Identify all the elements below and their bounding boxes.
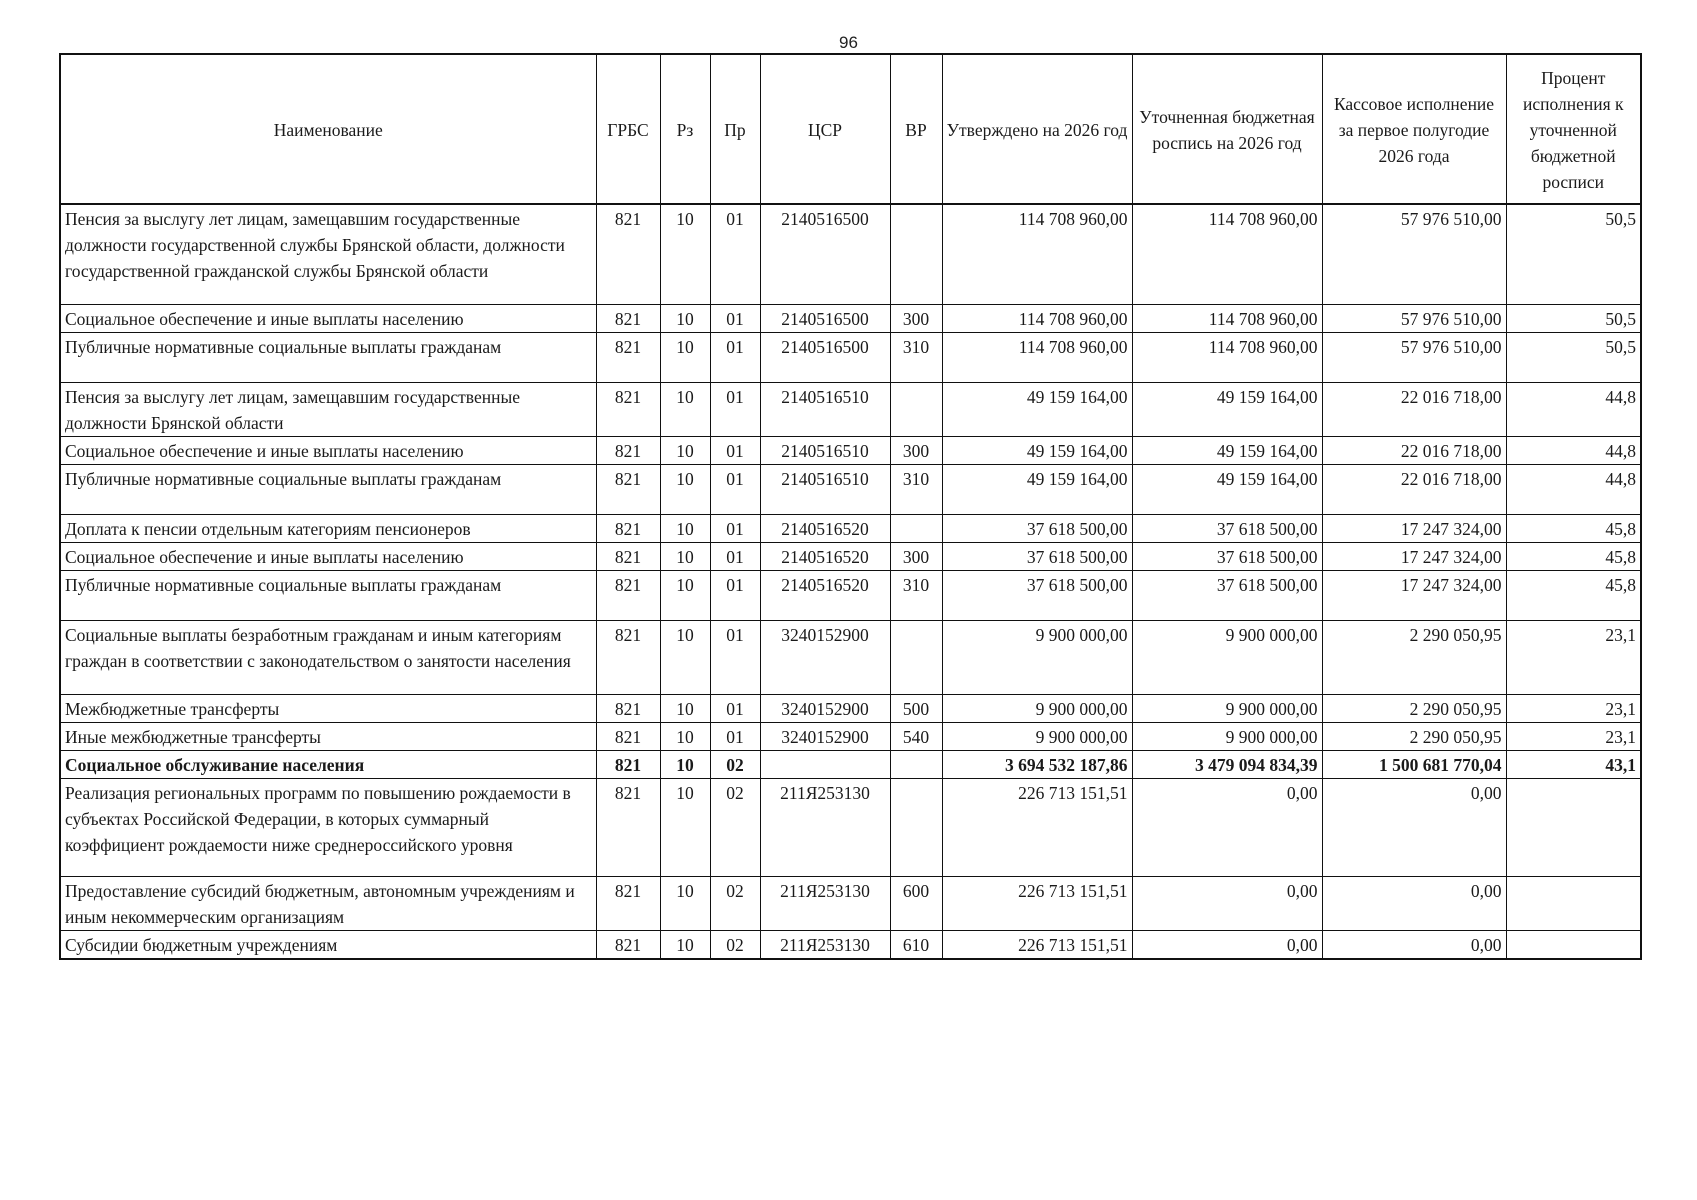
table-row [60, 930, 1641, 959]
cell-cash: 0,00 [1322, 930, 1506, 959]
cell-vr: 300 [890, 436, 942, 464]
cell-grbs: 821 [596, 436, 660, 464]
cell-refined: 37 618 500,00 [1132, 570, 1322, 620]
cell-approved: 114 708 960,00 [942, 332, 1132, 382]
cell-approved: 226 713 151,51 [942, 778, 1132, 876]
cell-csr: 3240152900 [760, 694, 890, 722]
cell-csr: 2140516510 [760, 436, 890, 464]
cell-cash: 57 976 510,00 [1322, 304, 1506, 332]
cell-pr: 01 [710, 620, 760, 694]
cell-percent: 50,5 [1506, 204, 1641, 304]
cell-name: Публичные нормативные социальные выплаты гражданам [60, 332, 596, 382]
cell-refined: 0,00 [1132, 876, 1322, 930]
table-row [60, 722, 1641, 750]
cell-name: Социальное обеспечение и иные выплаты населению [60, 542, 596, 570]
cell-grbs: 821 [596, 694, 660, 722]
table-body [60, 204, 1641, 959]
cell-csr: 2140516510 [760, 464, 890, 514]
cell-vr: 310 [890, 464, 942, 514]
cell-csr: 2140516500 [760, 332, 890, 382]
cell-approved: 114 708 960,00 [942, 304, 1132, 332]
table-row [60, 778, 1641, 876]
cell-grbs: 821 [596, 514, 660, 542]
cell-cash: 22 016 718,00 [1322, 382, 1506, 436]
cell-refined: 9 900 000,00 [1132, 694, 1322, 722]
cell-rz: 10 [660, 620, 710, 694]
cell-approved: 9 900 000,00 [942, 694, 1132, 722]
cell-percent [1506, 778, 1641, 876]
cell-vr [890, 778, 942, 876]
cell-percent: 23,1 [1506, 620, 1641, 694]
header-percent: Процент исполнения к уточненной бюджетной росписи [1506, 54, 1641, 204]
cell-pr: 01 [710, 694, 760, 722]
cell-csr: 211Я253130 [760, 930, 890, 959]
cell-rz: 10 [660, 778, 710, 876]
table-row [60, 876, 1641, 930]
table-row [60, 382, 1641, 436]
cell-grbs: 821 [596, 570, 660, 620]
cell-cash: 17 247 324,00 [1322, 542, 1506, 570]
cell-vr [890, 382, 942, 436]
table-header-row [60, 54, 1641, 204]
cell-grbs: 821 [596, 722, 660, 750]
cell-vr [890, 204, 942, 304]
table-row [60, 464, 1641, 514]
cell-percent: 50,5 [1506, 332, 1641, 382]
cell-refined: 0,00 [1132, 930, 1322, 959]
cell-rz: 10 [660, 332, 710, 382]
cell-refined: 37 618 500,00 [1132, 542, 1322, 570]
cell-cash: 2 290 050,95 [1322, 694, 1506, 722]
cell-approved: 226 713 151,51 [942, 876, 1132, 930]
budget-execution-table [59, 53, 1642, 960]
table-row [60, 694, 1641, 722]
cell-percent: 44,8 [1506, 382, 1641, 436]
cell-csr: 2140516510 [760, 382, 890, 436]
cell-grbs: 821 [596, 204, 660, 304]
cell-approved: 37 618 500,00 [942, 514, 1132, 542]
table-row [60, 436, 1641, 464]
cell-percent: 45,8 [1506, 514, 1641, 542]
cell-rz: 10 [660, 436, 710, 464]
cell-refined: 49 159 164,00 [1132, 382, 1322, 436]
cell-cash: 57 976 510,00 [1322, 332, 1506, 382]
cell-vr: 500 [890, 694, 942, 722]
cell-grbs: 821 [596, 620, 660, 694]
cell-percent: 43,1 [1506, 750, 1641, 778]
cell-rz: 10 [660, 304, 710, 332]
header-refined: Уточненная бюджетная роспись на 2026 год [1132, 54, 1322, 204]
cell-refined: 9 900 000,00 [1132, 722, 1322, 750]
cell-approved: 49 159 164,00 [942, 464, 1132, 514]
cell-refined: 9 900 000,00 [1132, 620, 1322, 694]
cell-approved: 9 900 000,00 [942, 722, 1132, 750]
cell-cash: 17 247 324,00 [1322, 570, 1506, 620]
cell-name: Доплата к пенсии отдельным категориям пенсионеров [60, 514, 596, 542]
cell-vr: 300 [890, 304, 942, 332]
cell-csr: 2140516500 [760, 304, 890, 332]
cell-rz: 10 [660, 722, 710, 750]
cell-percent: 44,8 [1506, 436, 1641, 464]
cell-vr: 610 [890, 930, 942, 959]
cell-pr: 01 [710, 722, 760, 750]
cell-percent: 23,1 [1506, 694, 1641, 722]
cell-name: Иные межбюджетные трансферты [60, 722, 596, 750]
cell-pr: 01 [710, 304, 760, 332]
cell-csr: 2140516520 [760, 570, 890, 620]
cell-vr: 310 [890, 332, 942, 382]
cell-name: Субсидии бюджетным учреждениям [60, 930, 596, 959]
cell-rz: 10 [660, 464, 710, 514]
cell-grbs: 821 [596, 778, 660, 876]
cell-csr: 211Я253130 [760, 778, 890, 876]
cell-grbs: 821 [596, 542, 660, 570]
cell-cash: 22 016 718,00 [1322, 464, 1506, 514]
cell-vr: 300 [890, 542, 942, 570]
cell-cash: 2 290 050,95 [1322, 620, 1506, 694]
cell-approved: 37 618 500,00 [942, 542, 1132, 570]
cell-rz: 10 [660, 204, 710, 304]
cell-refined: 49 159 164,00 [1132, 464, 1322, 514]
cell-refined: 3 479 094 834,39 [1132, 750, 1322, 778]
cell-name: Пенсия за выслугу лет лицам, замещавшим государственные должности Брянской области [60, 382, 596, 436]
cell-percent: 45,8 [1506, 570, 1641, 620]
cell-csr [760, 750, 890, 778]
cell-csr: 2140516520 [760, 514, 890, 542]
cell-name: Межбюджетные трансферты [60, 694, 596, 722]
cell-name: Пенсия за выслугу лет лицам, замещавшим государственные должности государственной службы Брянской области, должности государственной гражданской службы Брянской области [60, 204, 596, 304]
cell-percent [1506, 930, 1641, 959]
cell-rz: 10 [660, 694, 710, 722]
cell-rz: 10 [660, 930, 710, 959]
cell-pr: 01 [710, 332, 760, 382]
cell-percent: 44,8 [1506, 464, 1641, 514]
cell-grbs: 821 [596, 382, 660, 436]
cell-name: Предоставление субсидий бюджетным, автономным учреждениям и иным некоммерческим организациям [60, 876, 596, 930]
cell-rz: 10 [660, 542, 710, 570]
cell-name: Реализация региональных программ по повышению рождаемости в субъектах Российской Федерации, в которых суммарный коэффициент рождаемости ниже среднероссийского уровня [60, 778, 596, 876]
table-row [60, 204, 1641, 304]
cell-pr: 02 [710, 876, 760, 930]
cell-cash: 0,00 [1322, 876, 1506, 930]
cell-pr: 01 [710, 570, 760, 620]
cell-vr: 540 [890, 722, 942, 750]
cell-approved: 114 708 960,00 [942, 204, 1132, 304]
cell-approved: 49 159 164,00 [942, 382, 1132, 436]
cell-name: Социальное обеспечение и иные выплаты населению [60, 436, 596, 464]
cell-pr: 01 [710, 204, 760, 304]
header-csr: ЦСР [760, 54, 890, 204]
cell-name: Социальные выплаты безработным гражданам и иным категориям граждан в соответствии с законодательством о занятости населения [60, 620, 596, 694]
cell-csr: 211Я253130 [760, 876, 890, 930]
cell-percent: 45,8 [1506, 542, 1641, 570]
cell-grbs: 821 [596, 332, 660, 382]
cell-cash: 0,00 [1322, 778, 1506, 876]
cell-vr: 310 [890, 570, 942, 620]
cell-rz: 10 [660, 876, 710, 930]
header-cash: Кассовое исполнение за первое полугодие 2026 года [1322, 54, 1506, 204]
cell-cash: 17 247 324,00 [1322, 514, 1506, 542]
cell-refined: 49 159 164,00 [1132, 436, 1322, 464]
cell-rz: 10 [660, 382, 710, 436]
cell-percent: 50,5 [1506, 304, 1641, 332]
table-row [60, 570, 1641, 620]
cell-approved: 9 900 000,00 [942, 620, 1132, 694]
cell-percent [1506, 876, 1641, 930]
cell-csr: 2140516500 [760, 204, 890, 304]
cell-vr [890, 620, 942, 694]
cell-refined: 114 708 960,00 [1132, 304, 1322, 332]
table-row [60, 750, 1641, 778]
cell-name: Социальное обеспечение и иные выплаты населению [60, 304, 596, 332]
cell-pr: 02 [710, 750, 760, 778]
cell-grbs: 821 [596, 750, 660, 778]
cell-grbs: 821 [596, 930, 660, 959]
cell-pr: 02 [710, 930, 760, 959]
cell-name: Публичные нормативные социальные выплаты гражданам [60, 570, 596, 620]
header-grbs: ГРБС [596, 54, 660, 204]
cell-approved: 226 713 151,51 [942, 930, 1132, 959]
cell-cash: 1 500 681 770,04 [1322, 750, 1506, 778]
cell-vr [890, 514, 942, 542]
cell-pr: 01 [710, 382, 760, 436]
cell-approved: 49 159 164,00 [942, 436, 1132, 464]
cell-cash: 57 976 510,00 [1322, 204, 1506, 304]
table-row [60, 542, 1641, 570]
header-pr: Пр [710, 54, 760, 204]
cell-refined: 37 618 500,00 [1132, 514, 1322, 542]
table-row [60, 514, 1641, 542]
table-row [60, 304, 1641, 332]
cell-rz: 10 [660, 514, 710, 542]
cell-rz: 10 [660, 570, 710, 620]
cell-name: Социальное обслуживание населения [60, 750, 596, 778]
table-row [60, 332, 1641, 382]
cell-pr: 01 [710, 514, 760, 542]
cell-vr: 600 [890, 876, 942, 930]
table-row [60, 620, 1641, 694]
cell-approved: 3 694 532 187,86 [942, 750, 1132, 778]
cell-name: Публичные нормативные социальные выплаты гражданам [60, 464, 596, 514]
cell-grbs: 821 [596, 464, 660, 514]
page-number: 96 [839, 33, 858, 52]
cell-csr: 3240152900 [760, 722, 890, 750]
cell-rz: 10 [660, 750, 710, 778]
cell-pr: 01 [710, 464, 760, 514]
cell-percent: 23,1 [1506, 722, 1641, 750]
cell-pr: 01 [710, 542, 760, 570]
cell-refined: 114 708 960,00 [1132, 332, 1322, 382]
cell-vr [890, 750, 942, 778]
header-name: Наименование [60, 54, 596, 204]
cell-cash: 22 016 718,00 [1322, 436, 1506, 464]
cell-grbs: 821 [596, 304, 660, 332]
cell-csr: 2140516520 [760, 542, 890, 570]
cell-approved: 37 618 500,00 [942, 570, 1132, 620]
cell-pr: 02 [710, 778, 760, 876]
cell-cash: 2 290 050,95 [1322, 722, 1506, 750]
header-approved: Утверждено на 2026 год [942, 54, 1132, 204]
cell-refined: 0,00 [1132, 778, 1322, 876]
cell-csr: 3240152900 [760, 620, 890, 694]
header-rz: Рз [660, 54, 710, 204]
cell-pr: 01 [710, 436, 760, 464]
header-vr: ВР [890, 54, 942, 204]
cell-refined: 114 708 960,00 [1132, 204, 1322, 304]
cell-grbs: 821 [596, 876, 660, 930]
